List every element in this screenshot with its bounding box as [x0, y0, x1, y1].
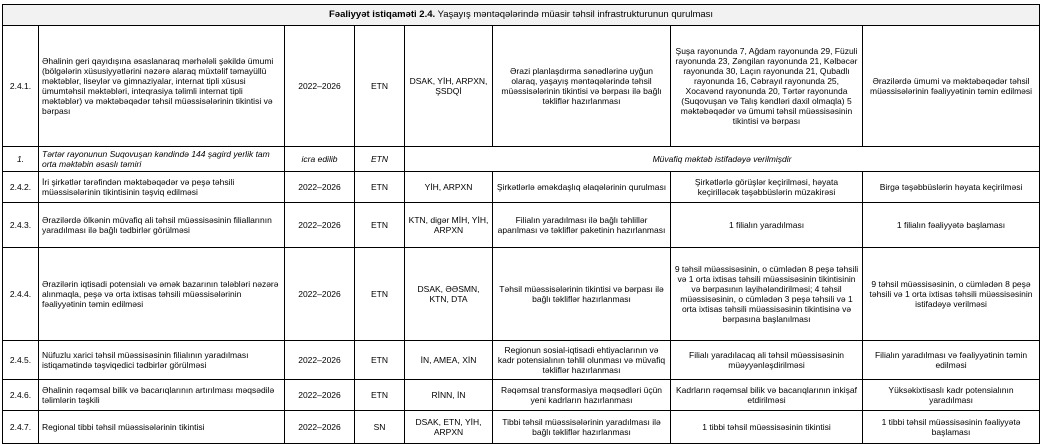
- action-text: İri şirkətlər tərəfindən məktəbəqədər və peşə təhsili müəssisələrinin tikintisinin təşviq edilməsi: [39, 172, 285, 203]
- coordinator: ETN: [355, 341, 405, 380]
- indicator: 1 filialın yaradılması: [671, 203, 863, 248]
- action-text: Tərtər rayonunun Suqovuşan kəndində 144 şagird yerlik tam orta məktəbin əsaslı təmiri: [39, 147, 285, 172]
- executors: DSAK, ƏƏSMN, KTN, DTA: [405, 248, 493, 341]
- outcome: Regionun sosial-iqtisadi ehtiyaclarının və kadr potensialının təhlil olunması və müvafiq təkliflər hazırlanması: [493, 341, 671, 380]
- section-title: [3, 5, 1040, 26]
- table-row: [3, 380, 1040, 411]
- row-number: 2.4.2.: [3, 172, 39, 203]
- period: 2022–2026: [285, 411, 355, 444]
- result: Yüksəkixtisaslı kadr potensialının yaradılması: [863, 380, 1040, 411]
- action-text: Əhalinin rəqəmsal bilik və bacarıqlarının artırılması məqsədilə təlimlərin təşkili: [39, 380, 285, 411]
- executors: YİH, ARPXN: [405, 172, 493, 203]
- result: 1 filialın fəaliyyətə başlaması: [863, 203, 1040, 248]
- status-note: Müvafiq məktəb istifadəyə verilmişdir: [405, 147, 1040, 172]
- coordinator: ETN: [355, 380, 405, 411]
- indicator: 1 tibbi təhsil müəssisəsinin tikintisi: [671, 411, 863, 444]
- executors: DSAK, YİH, ARPXN, ŞSDQİ: [405, 26, 493, 147]
- table-row: [3, 411, 1040, 444]
- row-number: 2.4.4.: [3, 248, 39, 341]
- period: icra edilib: [285, 147, 355, 172]
- section-title-text: Yaşayış məntəqələrində müasir təhsil infrastrukturunun qurulması: [435, 9, 714, 20]
- coordinator: ETN: [355, 147, 405, 172]
- period: 2022–2026: [285, 172, 355, 203]
- indicator: Şirkətlərlə görüşlər keçirilməsi, həyata keçirilləcək təşəbbüslərin müzakirəsi: [671, 172, 863, 203]
- result: Filialın yaradılması və fəaliyyətinin təmin edilməsi: [863, 341, 1040, 380]
- row-number: 2.4.3.: [3, 203, 39, 248]
- action-text: Ərazilərin iqtisadi potensialı və əmək bazarının tələbləri nəzərə alınmaqla, peşə və orta ixtisas təhsili müəssisələrinin fəaliyyətinin təmin edilməsi: [39, 248, 285, 341]
- coordinator: SN: [355, 411, 405, 444]
- executors: RİNN, İN: [405, 380, 493, 411]
- result: 1 tibbi təhsil müəssisəsinin fəaliyyətə başlaması: [863, 411, 1040, 444]
- table-row: [3, 147, 1040, 172]
- table-row: [3, 172, 1040, 203]
- row-number: 2.4.7.: [3, 411, 39, 444]
- section-header-row: [3, 5, 1040, 26]
- indicator: Filialı yaradılacaq ali təhsil müəssisəsinin müəyyənləşdirilməsi: [671, 341, 863, 380]
- action-text: Nüfuzlu xarici təhsil müəssisəsinin filialının yaradılması istiqamətində təşviqedici tədbirlər görülməsi: [39, 341, 285, 380]
- executors: İN, AMEA, XİN: [405, 341, 493, 380]
- row-number: 2.4.6.: [3, 380, 39, 411]
- row-number: 2.4.5.: [3, 341, 39, 380]
- coordinator: ETN: [355, 172, 405, 203]
- coordinator: ETN: [355, 203, 405, 248]
- table-row: [3, 248, 1040, 341]
- result: Birgə təşəbbüslərin həyata keçirilməsi: [863, 172, 1040, 203]
- period: 2022–2026: [285, 203, 355, 248]
- indicator: Kadrların rəqəmsal bilik və bacarıqlarının inkişaf etdirilməsi: [671, 380, 863, 411]
- coordinator: ETN: [355, 26, 405, 147]
- executors: KTN, digər MİH, YİH, ARPXN: [405, 203, 493, 248]
- table-row: [3, 203, 1040, 248]
- result: Ərazilərdə ümumi və məktəbəqədər təhsil müəssisələrinin fəaliyyətinin təmin edilməsi: [863, 26, 1040, 147]
- executors: DSAK, ETN, YİH, ARPXN: [405, 411, 493, 444]
- period: 2022–2026: [285, 26, 355, 147]
- outcome: Şirkətlərlə əməkdaşlıq əlaqələrinin qurulması: [493, 172, 671, 203]
- result: 9 təhsil müəssisəsinin, o cümlədən 8 peşə təhsili və 1 orta ixtisas təhsili müəssisəsinin istifadəyə verilməsi: [863, 248, 1040, 341]
- outcome: Filialın yaradılması ilə bağlı təhlillər aparılması və təkliflər paketinin hazırlanması: [493, 203, 671, 248]
- indicator: Şuşa rayonunda 7, Ağdam rayonunda 29, Füzuli rayonunda 23, Zəngilan rayonunda 21, Kəlbəcər rayonunda 30, Laçın rayonunda 21, Qubadlı rayonunda 16, Cəbrayıl rayonunda 25, Xocavənd rayonunda 20, Tərtər rayonunda (Suqovuşan və Talış kəndləri daxil olmaqla) 5 məktəbəqədər və ümumi təhsil müəssisəsinin tikintisi və bərpası: [671, 26, 863, 147]
- action-text: Regional tibbi təhsil müəssisələrinin tikintisi: [39, 411, 285, 444]
- table-row: [3, 26, 1040, 147]
- period: 2022–2026: [285, 380, 355, 411]
- action-text: Əhalinin geri qayıdışına əsaslanaraq mərhələli şəkildə ümumi (bölgələrin xüsusiyyətlərini nəzərə alaraq müxtəlif təmayüllü məktəblər, liseylər və gimnaziyalar, internat tipli xüsusi ümumtəhsil məktəbləri, inteqrasiya təlimli internat tipli məktəblər) və məktəbəqədər təhsil müəssisələrinin tikintisi və bərpası: [39, 26, 285, 147]
- outcome: Təhsil müəssisələrinin tikintisi və bərpası ilə bağlı təkliflər hazırlanması: [493, 248, 671, 341]
- indicator: 9 təhsil müəssisəsinin, o cümlədən 8 peşə təhsili və 1 orta ixtisas təhsili müəssisəsinin tikintisinin və bərpasının layihələndirilməsi; 4 təhsil müəssisəsinin, o cümlədən 3 peşə təhsili və 1 orta ixtisas təhsili müəssisəsinin tikintisinə və bərpasına başlanılması: [671, 248, 863, 341]
- row-number: 2.4.1.: [3, 26, 39, 147]
- row-number: 1.: [3, 147, 39, 172]
- coordinator: ETN: [355, 248, 405, 341]
- outcome: Ərazi planlaşdırma sənədlərinə uyğun olaraq, yaşayış məntəqələrində təhsil müəssisələrinin tikintisi və bərpası ilə bağlı təkliflər hazırlanması: [493, 26, 671, 147]
- action-plan-table: [2, 4, 1040, 444]
- section-title-number: Fəaliyyət istiqaməti 2.4.: [329, 9, 436, 20]
- period: 2022–2026: [285, 248, 355, 341]
- period: 2022–2026: [285, 341, 355, 380]
- action-text: Ərazilərdə ölkənin müvafiq ali təhsil müəssisəsinin filiallarının yaradılması ilə bağlı tədbirlər görülməsi: [39, 203, 285, 248]
- table-row: [3, 341, 1040, 380]
- outcome: Rəqəmsal transformasiya məqsədləri üçün yeni kadrların hazırlanması: [493, 380, 671, 411]
- outcome: Tibbi təhsil müəssisələrinin yaradılması ilə bağlı təkliflər hazırlanması: [493, 411, 671, 444]
